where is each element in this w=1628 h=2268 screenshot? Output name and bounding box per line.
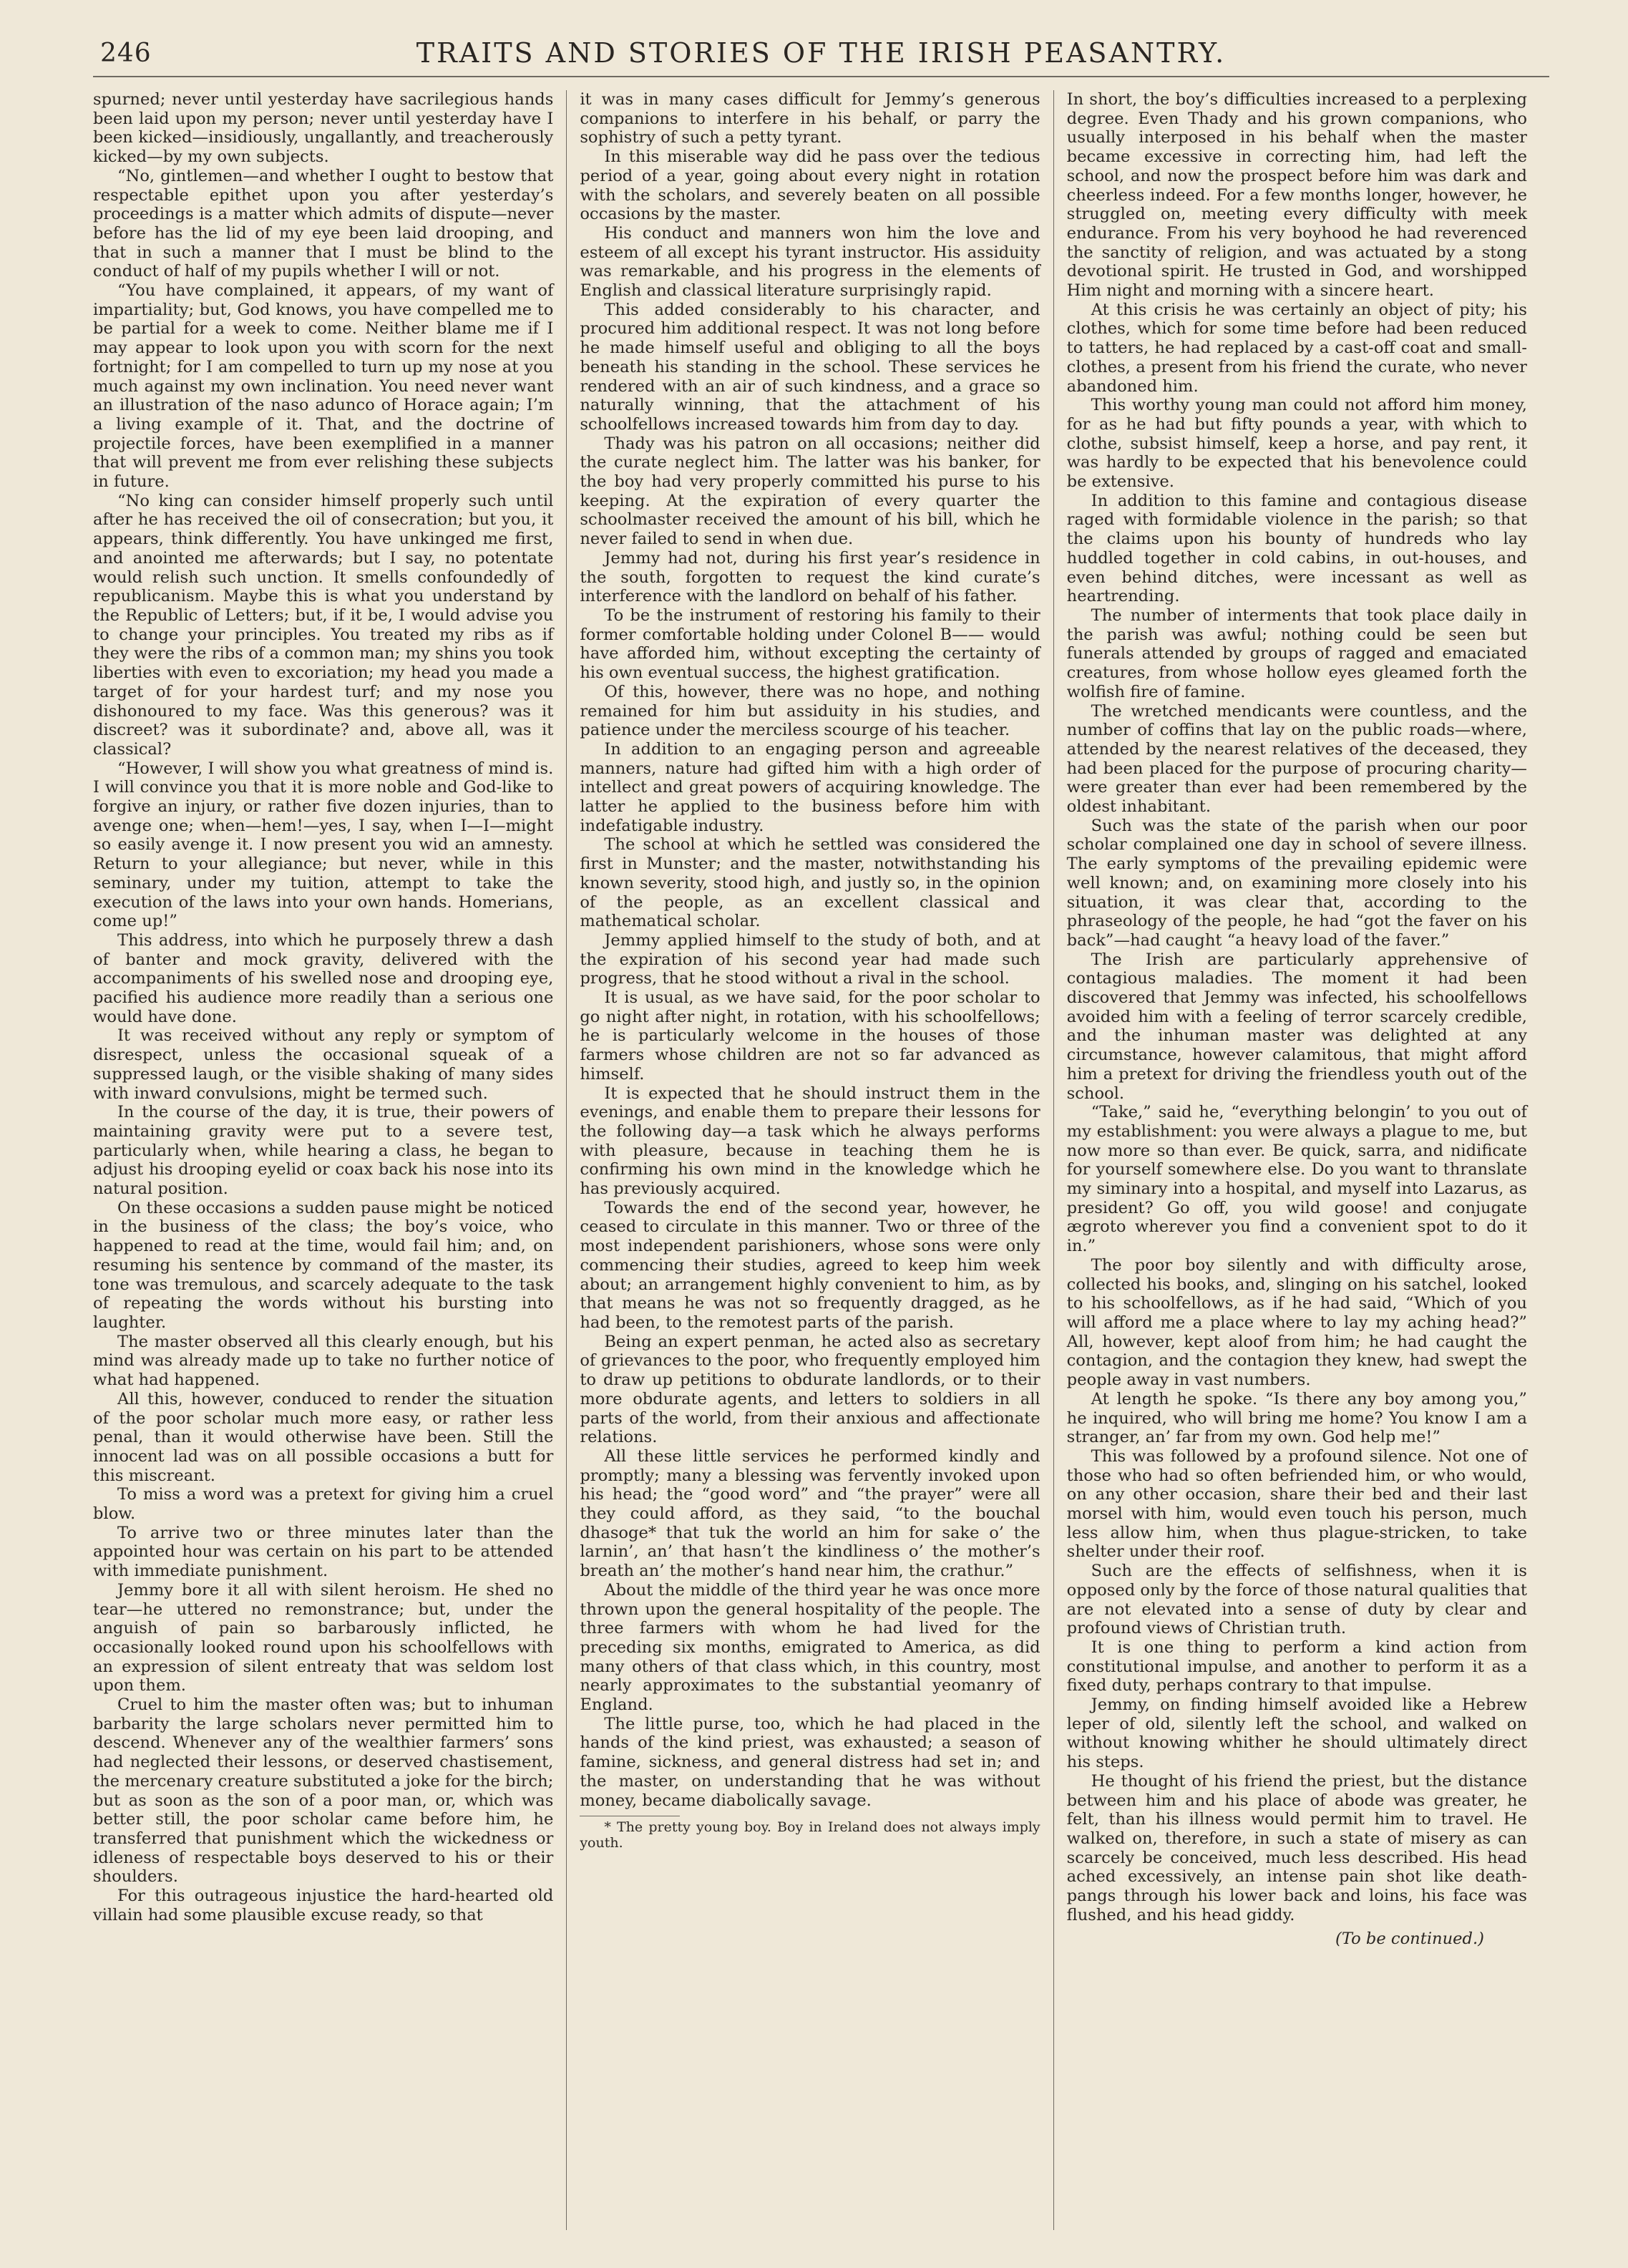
page-header [93,31,1549,77]
paragraph: It is usual, as we have said, for the poor scholar to go night after night, in rotation, with his schoolfellows; he is particularly welcome in the houses of those farmers whose children are not so far advanced as himself. [580,988,1040,1084]
paragraph: This added considerably to his character, and procured him additional respect. It was not long before he made himself useful and obliging to all the boys beneath his standing in the school. These services he rendered with an air of such kindness, and a grace so naturally winning, that the attachment of his schoolfellows increased towards him from day to day. [580,300,1040,434]
paragraph: On these occasions a sudden pause might be noticed in the business of the class; the boy’s voice, who happened to read at the time, would fail him; and, on resuming his sentence by command of the master, its tone was tremulous, and scarcely adequate to the task of repeating the words without his bursting into laughter. [93,1198,554,1332]
paragraph: “No king can consider himself properly such until after he has received the oil of consecration; but you, it appears, think differently. You have unkinged me first, and anointed me afterwards; but I say, no potentate would relish such unction. It smells confoundedly of republicanism. Maybe this is what you understand by the Republic of Letters; but, if it be, I would advise you to change your principles. You treated my ribs as if they were the ribs of a common man; my shins you took liberties with even to excoriation; my head you made a target of for your hardest turf; and my nose you dishonoured to my face. Was this generous? was it discreet? was it subordinate? and, above all, was it classical? [93,491,554,759]
column-2 [566,90,1053,2230]
paragraph: In the course of the day, it is true, their powers of maintaining gravity were put to a severe test, particularly when, while hearing a class, he began to adjust his drooping eyelid or coax back his nose into its natural position. [93,1103,554,1199]
page-number: 246 [100,39,152,68]
paragraph: “No, gintlemen—and whether I ought to bestow that respectable epithet upon you after yesterday’s proceedings is a matter which admits of dispute—never before has the lid of my eye been laid drooping, and that in such a manner that I must be blind to the conduct of half of my pupils whether I will or not. [93,166,554,281]
paragraph: Thady was his patron on all occasions; neither did the curate neglect him. The latter was his banker, for the boy had very properly committed his purse to his keeping. At the expiration of every quarter the schoolmaster received the amount of his bill, which he never failed to send in when due. [580,434,1040,549]
paragraph: To arrive two or three minutes later than the appointed hour was certain on his part to be attended with immediate punishment. [93,1523,554,1581]
paragraph: The school at which he settled was considered the first in Munster; and the master, notwithstanding his known severity, stood high, and justly so, in the opinion of the people, as an excellent classical and mathematical scholar. [580,835,1040,931]
paragraph: All these little services he performed kindly and promptly; many a blessing was fervently invoked upon his head; the “good word” and “the prayer” were all they could afford, as they said, “to the bouchal dhasoge* that tuk the world an him for sake o’ the larnin’, an’ that hasn’t the kindliness o’ the mother’s breath an’ the mother’s hand near him, the crathur.” [580,1446,1040,1581]
paragraph: To be the instrument of restoring his family to their former comfortable holding under Colonel B—— would have afforded him, without excepting the certainty of his own eventual success, the highest gratification. [580,605,1040,683]
to-be-continued: (To be continued.) [1335,1929,1484,1948]
paragraph: Being an expert penman, he acted also as secretary of grievances to the poor, who frequently employed him to draw up petitions to obdurate landlords, or to their more obdurate agents, and letters to soldiers in all parts of the world, from their anxious and affectionate relations. [580,1332,1040,1447]
paragraph: It was received without any reply or symptom of disrespect, unless the occasional squeak of a suppressed laugh, or the visible shaking of many sides with inward convulsions, might be termed such. [93,1026,554,1103]
paragraph: In this miserable way did he pass over the tedious period of a year, going about every night in rotation with the scholars, and severely beaten on all possible occasions by the master. [580,147,1040,224]
text-columns [80,90,1540,2230]
paragraph: This was followed by a profound silence. Not one of those who had so often befriended him, or who would, on any other occasion, share their bed and their last morsel with him, would even touch his person, much less allow him, when thus plague-stricken, to take shelter under their roof. [1066,1446,1527,1562]
paragraph: This worthy young man could not afford him money, for as he had but fifty pounds a year, with which to clothe, subsist himself, keep a horse, and pay rent, it was hardly to be expected that his benevolence could be extensive. [1066,396,1527,492]
paragraph: This address, into which he purposely threw a dash of banter and mock gravity, delivered with the accompaniments of his swelled nose and drooping eye, pacified his audience more readily than a serious one would have done. [93,930,554,1026]
paragraph: The master observed all this clearly enough, but his mind was already made up to take no further notice of what had happened. [93,1332,554,1390]
paragraph: The poor boy silently and with difficulty arose, collected his books, and, slinging on his satchel, looked to his schoolfellows, as if he had said, “Which of you will afford me a place where to lay my aching head?” All, however, kept aloof from him; he had caught the contagion, and the contagion they knew, had swept the people away in vast numbers. [1066,1255,1527,1390]
paragraph: spurned; never until yesterday have sacrilegious hands been laid upon my person; never until yesterday have I been kicked—insidiously, ungallantly, and treacherously kicked—by my own subjects. [93,90,554,167]
paragraph: He thought of his friend the priest, but the distance between him and his place of abode was greater, he felt, than his illness would permit him to travel. He walked on, therefore, in such a state of misery as can scarcely be conceived, much less described. His head ached excessively, an intense pain shot like death-pangs through his lower back and loins, his face was flushed, and his head giddy. [1066,1771,1527,1924]
paragraph: All this, however, conduced to render the situation of the poor scholar much more easy, or rather less penal, than it would otherwise have been. Still the innocent lad was on all possible occasions a butt for this miscreant. [93,1389,554,1485]
paragraph: It is expected that he should instruct them in the evenings, and enable them to prepare their lessons for the following day—a task which he always performs with pleasure, because in teaching them he is confirming his own mind in the knowledge which he has previously acquired. [580,1084,1040,1199]
paragraph: It is one thing to perform a kind action from constitutional impulse, and another to perform it as a fixed duty, perhaps contrary to that impulse. [1066,1637,1527,1695]
paragraph: The number of interments that took place daily in the parish was awful; nothing could be seen but funerals attended by groups of ragged and emaciated creatures, from whose hollow eyes gleamed forth the wolfish fire of famine. [1066,605,1527,701]
paragraph: Jemmy bore it all with silent heroism. He shed no tear—he uttered no remonstrance; but, under the anguish of pain so barbarously inflicted, he occasionally looked round upon his schoolfellows with an expression of silent entreaty that was seldom lost upon them. [93,1580,554,1695]
column-1 [80,90,566,2230]
running-title: TRAITS AND STORIES OF THE IRISH PEASANTRY. [416,37,1227,69]
paragraph: His conduct and manners won him the love and esteem of all except his tyrant instructor. His assiduity was remarkable, and his progress in the elements of English and classical literature surprisingly rapid. [580,223,1040,301]
paragraph: Cruel to him the master often was; but to inhuman barbarity the large scholars never permitted him to descend. Whenever any of the wealthier farmers’ sons had neglected their lessons, or deserved chastisement, the mercenary creature substituted a joke for the birch; but as soon as the son of a poor man, or, which was better still, the poor scholar came before him, he transferred that punishment which the wickedness or idleness of respectable boys deserved to his or their shoulders. [93,1695,554,1887]
paragraph: The little purse, too, which he had placed in the hands of the kind priest, was exhausted; a season of famine, sickness, and general distress had set in; and the master, on understanding that he was without money, became diabolically savage. [580,1714,1040,1810]
paragraph: For this outrageous injustice the hard-hearted old villain had some plausible excuse ready, so that [93,1887,554,1924]
paragraph: Jemmy applied himself to the study of both, and at the expiration of his second year had made such progress, that he stood without a rival in the school. [580,930,1040,988]
paragraph: Jemmy had not, during his first year’s residence in the south, forgotten to request the kind curate’s interference with the landlord on behalf of his father. [580,548,1040,606]
paragraph: In addition to this famine and contagious disease raged with formidable violence in the parish; so that the claims upon his bounty of hundreds who lay huddled together in cold cabins, in out-houses, and even behind ditches, were incessant as well as heartrending. [1066,491,1527,606]
paragraph: “You have complained, it appears, of my want of impartiality; but, God knows, you have compelled me to be partial for a week to come. Neither blame me if I may appear to look upon you with scorn for the next fortnight; for I am compelled to turn up my nose at you much against my own inclination. You need never want an illustration of the naso adunco of Horace again; I’m a living example of it. That, and the doctrine of projectile forces, have been exemplified in a manner that will prevent me from ever relishing these subjects in future. [93,281,554,492]
paragraph: To miss a word was a pretext for giving him a cruel blow. [93,1485,554,1524]
paragraph: In addition to an engaging person and agreeable manners, nature had gifted him with a high order of intellect and great powers of acquiring knowledge. The latter he applied to the business before him with indefatigable industry. [580,739,1040,835]
paragraph: it was in many cases difficult for Jemmy’s generous companions to interfere in his behalf, or parry the sophistry of such a petty tyrant. [580,90,1040,147]
paragraph: At this crisis he was certainly an object of pity; his clothes, which for some time before had been reduced to tatters, he had replaced by a cast-off coat and small-clothes, a present from his friend the curate, who never abandoned him. [1066,300,1527,396]
column-3 [1053,90,1540,2230]
paragraph: Such was the state of the parish when our poor scholar complained one day in school of severe illness. The early symptoms of the prevailing epidemic were well known; and, on examining more closely into his situation, it was clear that, according to the phraseology of the people, he had “got the faver on his back”—had caught “a heavy load of the faver.” [1066,816,1527,950]
paragraph: “Take,” said he, “everything belongin’ to you out of my establishment: you were always a plague to me, but now more so than ever. Be quick, sarra, and nidificate for yourself somewhere else. Do you want to thranslate my siminary into a hospital, and myself into Lazarus, as president? Go off, you wild goose! and conjugate ægroto wherever you find a convenient spot to do it in.” [1066,1103,1527,1256]
paragraph: Jemmy, on finding himself avoided like a Hebrew leper of old, silently left the school, and walked on without knowing whither he should ultimately direct his steps. [1066,1695,1527,1772]
paragraph: About the middle of the third year he was once more thrown upon the general hospitality of the people. The three farmers with whom he had lived for the preceding six months, emigrated to America, as did many others of that class which, in this country, most nearly approximates to the substantial yeomanry of England. [580,1580,1040,1715]
paragraph: Of this, however, there was no hope, and nothing remained for him but assiduity in his studies, and patience under the merciless scourge of his teacher. [580,682,1040,740]
paragraph: The wretched mendicants were countless, and the number of coffins that lay on the public roads—where, attended by the nearest relatives of the deceased, they had been placed for the purpose of procuring charity—were greater than ever had been remembered by the oldest inhabitant. [1066,701,1527,817]
paragraph: Towards the end of the second year, however, he ceased to circulate in this manner. Two or three of the most independent parishioners, whose sons were only commencing their studies, agreed to keep him week about; an arrangement highly convenient to him, as by that means he was not so frequently dragged, as he had been, to the remotest parts of the parish. [580,1198,1040,1332]
paragraph: Such are the effects of selfishness, when it is opposed only by the force of those natural qualities that are not elevated into a sense of duty by clear and profound views of Christian truth. [1066,1562,1527,1638]
paragraph: In short, the boy’s difficulties increased to a perplexing degree. Even Thady and his grown companions, who usually interposed in his behalf when the master became excessive in correcting him, had left the school, and now the prospect before him was dark and cheerless indeed. For a few months longer, however, he struggled on, meeting every difficulty with meek endurance. From his very boyhood he had reverenced the sanctity of religion, and was actuated by a stong devotional spirit. He trusted in God, and worshipped Him night and morning with a sincere heart. [1066,90,1527,301]
paragraph: “However, I will show you what greatness of mind is. I will convince you that it is more noble and God-like to forgive an injury, or rather five dozen injuries, than to avenge one; when—hem!—yes, I say, when I—I—might so easily avenge it. I now present you wid an amnesty. Return to your allegiance; but never, while in this seminary, under my tuition, attempt to take the execution of the laws into your own hands. Homerians, come up!” [93,759,554,931]
paragraph: At length he spoke. “Is there any boy among you,” he inquired, who will bring me home? You know I am a stranger, an’ far from my own. God help me!” [1066,1389,1527,1447]
paragraph: The Irish are particularly apprehensive of contagious maladies. The moment it had been discovered that Jemmy was infected, his schoolfellows avoided him with a feeling of terror scarcely credible, and the inhuman master was delighted at any circumstance, however calamitous, that might afford him a pretext for driving the friendless youth out of the school. [1066,950,1527,1103]
footnote: * The pretty young boy. Boy in Ireland does not always imply youth. [580,1819,1040,1851]
